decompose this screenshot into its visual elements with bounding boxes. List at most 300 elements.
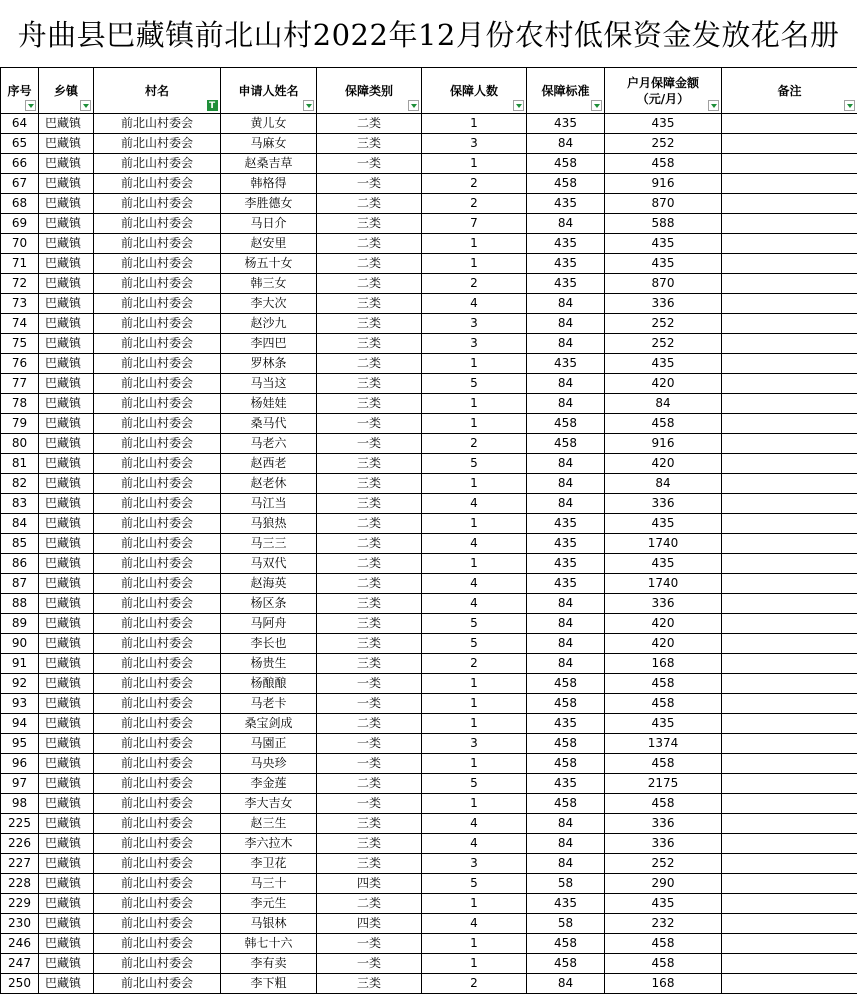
cell-village[interactable]: 前北山村委会 bbox=[94, 614, 221, 634]
cell-category[interactable]: 一类 bbox=[317, 954, 422, 974]
cell-category[interactable]: 二类 bbox=[317, 534, 422, 554]
cell-village[interactable]: 前北山村委会 bbox=[94, 974, 221, 994]
cell-applicant[interactable]: 杨娃娃 bbox=[221, 394, 317, 414]
cell-amount[interactable]: 458 bbox=[605, 154, 722, 174]
cell-applicant[interactable]: 桑宝剑成 bbox=[221, 714, 317, 734]
cell-village[interactable]: 前北山村委会 bbox=[94, 134, 221, 154]
cell-town[interactable]: 巴藏镇 bbox=[39, 754, 94, 774]
cell-seq[interactable]: 247 bbox=[1, 954, 39, 974]
cell-amount[interactable]: 458 bbox=[605, 754, 722, 774]
cell-persons[interactable]: 1 bbox=[422, 514, 527, 534]
cell-seq[interactable]: 84 bbox=[1, 514, 39, 534]
cell-standard[interactable]: 435 bbox=[527, 894, 605, 914]
cell-category[interactable]: 一类 bbox=[317, 154, 422, 174]
cell-town[interactable]: 巴藏镇 bbox=[39, 774, 94, 794]
cell-seq[interactable]: 80 bbox=[1, 434, 39, 454]
cell-category[interactable]: 二类 bbox=[317, 774, 422, 794]
cell-category[interactable]: 三类 bbox=[317, 394, 422, 414]
cell-amount[interactable]: 420 bbox=[605, 634, 722, 654]
cell-remark[interactable] bbox=[722, 254, 857, 274]
cell-standard[interactable]: 84 bbox=[527, 614, 605, 634]
cell-amount[interactable]: 435 bbox=[605, 354, 722, 374]
cell-category[interactable]: 三类 bbox=[317, 814, 422, 834]
cell-remark[interactable] bbox=[722, 574, 857, 594]
cell-amount[interactable]: 336 bbox=[605, 814, 722, 834]
cell-town[interactable]: 巴藏镇 bbox=[39, 494, 94, 514]
cell-amount[interactable]: 336 bbox=[605, 594, 722, 614]
cell-seq[interactable]: 79 bbox=[1, 414, 39, 434]
cell-town[interactable]: 巴藏镇 bbox=[39, 254, 94, 274]
cell-applicant[interactable]: 马日介 bbox=[221, 214, 317, 234]
cell-village[interactable]: 前北山村委会 bbox=[94, 214, 221, 234]
filter-dropdown-icon[interactable] bbox=[80, 100, 91, 111]
cell-persons[interactable]: 5 bbox=[422, 374, 527, 394]
cell-persons[interactable]: 4 bbox=[422, 574, 527, 594]
cell-seq[interactable]: 95 bbox=[1, 734, 39, 754]
filter-dropdown-icon[interactable] bbox=[708, 100, 719, 111]
cell-village[interactable]: 前北山村委会 bbox=[94, 514, 221, 534]
cell-remark[interactable] bbox=[722, 134, 857, 154]
cell-category[interactable]: 三类 bbox=[317, 214, 422, 234]
cell-persons[interactable]: 3 bbox=[422, 314, 527, 334]
cell-standard[interactable]: 84 bbox=[527, 854, 605, 874]
filter-active-icon[interactable] bbox=[207, 100, 218, 111]
filter-dropdown-icon[interactable] bbox=[844, 100, 855, 111]
cell-town[interactable]: 巴藏镇 bbox=[39, 414, 94, 434]
cell-standard[interactable]: 435 bbox=[527, 554, 605, 574]
cell-persons[interactable]: 1 bbox=[422, 114, 527, 134]
cell-standard[interactable]: 84 bbox=[527, 974, 605, 994]
cell-remark[interactable] bbox=[722, 874, 857, 894]
cell-standard[interactable]: 435 bbox=[527, 114, 605, 134]
cell-persons[interactable]: 3 bbox=[422, 734, 527, 754]
cell-village[interactable]: 前北山村委会 bbox=[94, 954, 221, 974]
cell-remark[interactable] bbox=[722, 514, 857, 534]
cell-category[interactable]: 三类 bbox=[317, 294, 422, 314]
cell-village[interactable]: 前北山村委会 bbox=[94, 834, 221, 854]
cell-town[interactable]: 巴藏镇 bbox=[39, 134, 94, 154]
cell-seq[interactable]: 83 bbox=[1, 494, 39, 514]
cell-town[interactable]: 巴藏镇 bbox=[39, 154, 94, 174]
cell-persons[interactable]: 5 bbox=[422, 634, 527, 654]
cell-seq[interactable]: 91 bbox=[1, 654, 39, 674]
cell-amount[interactable]: 336 bbox=[605, 494, 722, 514]
cell-amount[interactable]: 435 bbox=[605, 114, 722, 134]
cell-applicant[interactable]: 韩格得 bbox=[221, 174, 317, 194]
cell-persons[interactable]: 4 bbox=[422, 294, 527, 314]
cell-town[interactable]: 巴藏镇 bbox=[39, 794, 94, 814]
cell-town[interactable]: 巴藏镇 bbox=[39, 334, 94, 354]
cell-category[interactable]: 三类 bbox=[317, 654, 422, 674]
cell-amount[interactable]: 1740 bbox=[605, 534, 722, 554]
cell-applicant[interactable]: 马江当 bbox=[221, 494, 317, 514]
cell-persons[interactable]: 1 bbox=[422, 354, 527, 374]
cell-amount[interactable]: 84 bbox=[605, 394, 722, 414]
cell-applicant[interactable]: 李金莲 bbox=[221, 774, 317, 794]
cell-town[interactable]: 巴藏镇 bbox=[39, 574, 94, 594]
cell-village[interactable]: 前北山村委会 bbox=[94, 414, 221, 434]
cell-town[interactable]: 巴藏镇 bbox=[39, 294, 94, 314]
cell-applicant[interactable]: 李胜德女 bbox=[221, 194, 317, 214]
cell-applicant[interactable]: 李元生 bbox=[221, 894, 317, 914]
cell-village[interactable]: 前北山村委会 bbox=[94, 674, 221, 694]
cell-seq[interactable]: 85 bbox=[1, 534, 39, 554]
cell-amount[interactable]: 916 bbox=[605, 174, 722, 194]
cell-town[interactable]: 巴藏镇 bbox=[39, 434, 94, 454]
cell-village[interactable]: 前北山村委会 bbox=[94, 694, 221, 714]
cell-standard[interactable]: 84 bbox=[527, 294, 605, 314]
cell-applicant[interactable]: 李有卖 bbox=[221, 954, 317, 974]
cell-applicant[interactable]: 李大次 bbox=[221, 294, 317, 314]
cell-town[interactable]: 巴藏镇 bbox=[39, 694, 94, 714]
cell-amount[interactable]: 168 bbox=[605, 654, 722, 674]
cell-seq[interactable]: 225 bbox=[1, 814, 39, 834]
filter-dropdown-icon[interactable] bbox=[408, 100, 419, 111]
cell-remark[interactable] bbox=[722, 974, 857, 994]
cell-applicant[interactable]: 马三十 bbox=[221, 874, 317, 894]
cell-seq[interactable]: 86 bbox=[1, 554, 39, 574]
cell-persons[interactable]: 2 bbox=[422, 274, 527, 294]
cell-persons[interactable]: 4 bbox=[422, 594, 527, 614]
cell-town[interactable]: 巴藏镇 bbox=[39, 374, 94, 394]
cell-seq[interactable]: 226 bbox=[1, 834, 39, 854]
cell-village[interactable]: 前北山村委会 bbox=[94, 274, 221, 294]
cell-applicant[interactable]: 李四巴 bbox=[221, 334, 317, 354]
cell-seq[interactable]: 74 bbox=[1, 314, 39, 334]
cell-amount[interactable]: 435 bbox=[605, 714, 722, 734]
cell-standard[interactable]: 435 bbox=[527, 774, 605, 794]
cell-amount[interactable]: 232 bbox=[605, 914, 722, 934]
cell-town[interactable]: 巴藏镇 bbox=[39, 514, 94, 534]
cell-amount[interactable]: 870 bbox=[605, 194, 722, 214]
cell-amount[interactable]: 435 bbox=[605, 894, 722, 914]
cell-remark[interactable] bbox=[722, 694, 857, 714]
cell-standard[interactable]: 435 bbox=[527, 254, 605, 274]
cell-amount[interactable]: 435 bbox=[605, 514, 722, 534]
cell-persons[interactable]: 1 bbox=[422, 394, 527, 414]
cell-remark[interactable] bbox=[722, 294, 857, 314]
cell-village[interactable]: 前北山村委会 bbox=[94, 534, 221, 554]
cell-category[interactable]: 一类 bbox=[317, 414, 422, 434]
cell-standard[interactable]: 84 bbox=[527, 834, 605, 854]
cell-applicant[interactable]: 赵西老 bbox=[221, 454, 317, 474]
cell-seq[interactable]: 228 bbox=[1, 874, 39, 894]
cell-standard[interactable]: 435 bbox=[527, 534, 605, 554]
cell-village[interactable]: 前北山村委会 bbox=[94, 454, 221, 474]
cell-standard[interactable]: 435 bbox=[527, 194, 605, 214]
cell-standard[interactable]: 84 bbox=[527, 314, 605, 334]
cell-remark[interactable] bbox=[722, 774, 857, 794]
cell-applicant[interactable]: 李大吉女 bbox=[221, 794, 317, 814]
cell-applicant[interactable]: 李下粗 bbox=[221, 974, 317, 994]
cell-persons[interactable]: 1 bbox=[422, 414, 527, 434]
cell-persons[interactable]: 5 bbox=[422, 774, 527, 794]
cell-town[interactable]: 巴藏镇 bbox=[39, 214, 94, 234]
cell-seq[interactable]: 246 bbox=[1, 934, 39, 954]
cell-applicant[interactable]: 赵老休 bbox=[221, 474, 317, 494]
cell-standard[interactable]: 435 bbox=[527, 234, 605, 254]
cell-seq[interactable]: 89 bbox=[1, 614, 39, 634]
cell-town[interactable]: 巴藏镇 bbox=[39, 174, 94, 194]
cell-village[interactable]: 前北山村委会 bbox=[94, 874, 221, 894]
cell-seq[interactable]: 87 bbox=[1, 574, 39, 594]
cell-persons[interactable]: 1 bbox=[422, 714, 527, 734]
cell-persons[interactable]: 2 bbox=[422, 434, 527, 454]
cell-seq[interactable]: 93 bbox=[1, 694, 39, 714]
cell-applicant[interactable]: 马麻女 bbox=[221, 134, 317, 154]
cell-applicant[interactable]: 杨区条 bbox=[221, 594, 317, 614]
cell-standard[interactable]: 458 bbox=[527, 934, 605, 954]
cell-applicant[interactable]: 赵三生 bbox=[221, 814, 317, 834]
cell-category[interactable]: 三类 bbox=[317, 634, 422, 654]
cell-persons[interactable]: 1 bbox=[422, 154, 527, 174]
cell-applicant[interactable]: 韩三女 bbox=[221, 274, 317, 294]
cell-remark[interactable] bbox=[722, 534, 857, 554]
cell-remark[interactable] bbox=[722, 674, 857, 694]
cell-persons[interactable]: 1 bbox=[422, 474, 527, 494]
cell-village[interactable]: 前北山村委会 bbox=[94, 814, 221, 834]
cell-village[interactable]: 前北山村委会 bbox=[94, 334, 221, 354]
cell-remark[interactable] bbox=[722, 714, 857, 734]
cell-standard[interactable]: 84 bbox=[527, 494, 605, 514]
cell-standard[interactable]: 435 bbox=[527, 514, 605, 534]
cell-remark[interactable] bbox=[722, 394, 857, 414]
cell-standard[interactable]: 84 bbox=[527, 214, 605, 234]
cell-applicant[interactable]: 赵沙九 bbox=[221, 314, 317, 334]
cell-standard[interactable]: 84 bbox=[527, 634, 605, 654]
cell-remark[interactable] bbox=[722, 734, 857, 754]
cell-town[interactable]: 巴藏镇 bbox=[39, 634, 94, 654]
cell-category[interactable]: 三类 bbox=[317, 134, 422, 154]
cell-amount[interactable]: 458 bbox=[605, 694, 722, 714]
cell-category[interactable]: 二类 bbox=[317, 554, 422, 574]
cell-standard[interactable]: 458 bbox=[527, 794, 605, 814]
cell-amount[interactable]: 435 bbox=[605, 554, 722, 574]
cell-seq[interactable]: 66 bbox=[1, 154, 39, 174]
cell-persons[interactable]: 3 bbox=[422, 334, 527, 354]
cell-standard[interactable]: 84 bbox=[527, 374, 605, 394]
cell-amount[interactable]: 336 bbox=[605, 834, 722, 854]
cell-amount[interactable]: 458 bbox=[605, 954, 722, 974]
cell-category[interactable]: 一类 bbox=[317, 934, 422, 954]
cell-remark[interactable] bbox=[722, 354, 857, 374]
cell-village[interactable]: 前北山村委会 bbox=[94, 494, 221, 514]
cell-standard[interactable]: 84 bbox=[527, 594, 605, 614]
cell-village[interactable]: 前北山村委会 bbox=[94, 794, 221, 814]
cell-remark[interactable] bbox=[722, 934, 857, 954]
cell-category[interactable]: 二类 bbox=[317, 714, 422, 734]
cell-amount[interactable]: 336 bbox=[605, 294, 722, 314]
cell-amount[interactable]: 916 bbox=[605, 434, 722, 454]
cell-town[interactable]: 巴藏镇 bbox=[39, 954, 94, 974]
cell-village[interactable]: 前北山村委会 bbox=[94, 114, 221, 134]
cell-town[interactable]: 巴藏镇 bbox=[39, 114, 94, 134]
cell-amount[interactable]: 420 bbox=[605, 614, 722, 634]
cell-remark[interactable] bbox=[722, 194, 857, 214]
cell-persons[interactable]: 1 bbox=[422, 894, 527, 914]
filter-dropdown-icon[interactable] bbox=[591, 100, 602, 111]
cell-amount[interactable]: 1374 bbox=[605, 734, 722, 754]
cell-persons[interactable]: 7 bbox=[422, 214, 527, 234]
cell-seq[interactable]: 75 bbox=[1, 334, 39, 354]
cell-persons[interactable]: 5 bbox=[422, 874, 527, 894]
cell-standard[interactable]: 458 bbox=[527, 734, 605, 754]
filter-dropdown-icon[interactable] bbox=[513, 100, 524, 111]
cell-persons[interactable]: 1 bbox=[422, 754, 527, 774]
cell-remark[interactable] bbox=[722, 794, 857, 814]
cell-standard[interactable]: 84 bbox=[527, 454, 605, 474]
cell-persons[interactable]: 1 bbox=[422, 934, 527, 954]
cell-seq[interactable]: 67 bbox=[1, 174, 39, 194]
cell-standard[interactable]: 458 bbox=[527, 754, 605, 774]
cell-standard[interactable]: 458 bbox=[527, 434, 605, 454]
cell-town[interactable]: 巴藏镇 bbox=[39, 534, 94, 554]
cell-remark[interactable] bbox=[722, 654, 857, 674]
cell-town[interactable]: 巴藏镇 bbox=[39, 974, 94, 994]
cell-village[interactable]: 前北山村委会 bbox=[94, 194, 221, 214]
cell-town[interactable]: 巴藏镇 bbox=[39, 474, 94, 494]
cell-seq[interactable]: 71 bbox=[1, 254, 39, 274]
cell-standard[interactable]: 435 bbox=[527, 574, 605, 594]
cell-applicant[interactable]: 马園正 bbox=[221, 734, 317, 754]
cell-village[interactable]: 前北山村委会 bbox=[94, 174, 221, 194]
cell-standard[interactable]: 84 bbox=[527, 134, 605, 154]
cell-amount[interactable]: 458 bbox=[605, 414, 722, 434]
cell-applicant[interactable]: 桑马代 bbox=[221, 414, 317, 434]
cell-persons[interactable]: 1 bbox=[422, 794, 527, 814]
cell-applicant[interactable]: 赵桑吉草 bbox=[221, 154, 317, 174]
cell-applicant[interactable]: 马阿舟 bbox=[221, 614, 317, 634]
cell-standard[interactable]: 435 bbox=[527, 714, 605, 734]
cell-remark[interactable] bbox=[722, 174, 857, 194]
cell-amount[interactable]: 420 bbox=[605, 454, 722, 474]
cell-village[interactable]: 前北山村委会 bbox=[94, 754, 221, 774]
cell-applicant[interactable]: 马当这 bbox=[221, 374, 317, 394]
cell-seq[interactable]: 227 bbox=[1, 854, 39, 874]
cell-category[interactable]: 二类 bbox=[317, 234, 422, 254]
cell-village[interactable]: 前北山村委会 bbox=[94, 734, 221, 754]
cell-town[interactable]: 巴藏镇 bbox=[39, 674, 94, 694]
cell-remark[interactable] bbox=[722, 234, 857, 254]
cell-remark[interactable] bbox=[722, 494, 857, 514]
cell-remark[interactable] bbox=[722, 434, 857, 454]
cell-persons[interactable]: 1 bbox=[422, 554, 527, 574]
cell-standard[interactable]: 458 bbox=[527, 174, 605, 194]
cell-village[interactable]: 前北山村委会 bbox=[94, 774, 221, 794]
cell-town[interactable]: 巴藏镇 bbox=[39, 654, 94, 674]
cell-applicant[interactable]: 马双代 bbox=[221, 554, 317, 574]
cell-seq[interactable]: 82 bbox=[1, 474, 39, 494]
cell-seq[interactable]: 88 bbox=[1, 594, 39, 614]
cell-village[interactable]: 前北山村委会 bbox=[94, 934, 221, 954]
cell-seq[interactable]: 65 bbox=[1, 134, 39, 154]
cell-seq[interactable]: 73 bbox=[1, 294, 39, 314]
cell-remark[interactable] bbox=[722, 374, 857, 394]
cell-category[interactable]: 三类 bbox=[317, 854, 422, 874]
cell-town[interactable]: 巴藏镇 bbox=[39, 834, 94, 854]
cell-applicant[interactable]: 杨五十女 bbox=[221, 254, 317, 274]
cell-amount[interactable]: 84 bbox=[605, 474, 722, 494]
cell-standard[interactable]: 84 bbox=[527, 654, 605, 674]
cell-seq[interactable]: 70 bbox=[1, 234, 39, 254]
cell-seq[interactable]: 76 bbox=[1, 354, 39, 374]
cell-remark[interactable] bbox=[722, 594, 857, 614]
cell-town[interactable]: 巴藏镇 bbox=[39, 274, 94, 294]
cell-persons[interactable]: 4 bbox=[422, 914, 527, 934]
cell-standard[interactable]: 84 bbox=[527, 394, 605, 414]
cell-remark[interactable] bbox=[722, 314, 857, 334]
cell-seq[interactable]: 68 bbox=[1, 194, 39, 214]
cell-category[interactable]: 二类 bbox=[317, 574, 422, 594]
cell-village[interactable]: 前北山村委会 bbox=[94, 554, 221, 574]
cell-town[interactable]: 巴藏镇 bbox=[39, 734, 94, 754]
cell-amount[interactable]: 458 bbox=[605, 934, 722, 954]
cell-applicant[interactable]: 杨贵生 bbox=[221, 654, 317, 674]
cell-standard[interactable]: 458 bbox=[527, 414, 605, 434]
cell-village[interactable]: 前北山村委会 bbox=[94, 894, 221, 914]
cell-persons[interactable]: 2 bbox=[422, 194, 527, 214]
cell-village[interactable]: 前北山村委会 bbox=[94, 394, 221, 414]
cell-category[interactable]: 三类 bbox=[317, 494, 422, 514]
cell-town[interactable]: 巴藏镇 bbox=[39, 454, 94, 474]
cell-amount[interactable]: 2175 bbox=[605, 774, 722, 794]
cell-category[interactable]: 一类 bbox=[317, 734, 422, 754]
cell-amount[interactable]: 252 bbox=[605, 854, 722, 874]
cell-amount[interactable]: 252 bbox=[605, 314, 722, 334]
cell-standard[interactable]: 458 bbox=[527, 674, 605, 694]
cell-amount[interactable]: 168 bbox=[605, 974, 722, 994]
cell-persons[interactable]: 4 bbox=[422, 814, 527, 834]
cell-amount[interactable]: 252 bbox=[605, 334, 722, 354]
cell-applicant[interactable]: 赵海英 bbox=[221, 574, 317, 594]
cell-category[interactable]: 三类 bbox=[317, 834, 422, 854]
cell-category[interactable]: 一类 bbox=[317, 434, 422, 454]
cell-category[interactable]: 二类 bbox=[317, 114, 422, 134]
cell-town[interactable]: 巴藏镇 bbox=[39, 194, 94, 214]
cell-category[interactable]: 一类 bbox=[317, 694, 422, 714]
cell-category[interactable]: 三类 bbox=[317, 314, 422, 334]
cell-category[interactable]: 二类 bbox=[317, 514, 422, 534]
cell-standard[interactable]: 84 bbox=[527, 474, 605, 494]
cell-applicant[interactable]: 马老卡 bbox=[221, 694, 317, 714]
cell-persons[interactable]: 5 bbox=[422, 614, 527, 634]
cell-town[interactable]: 巴藏镇 bbox=[39, 594, 94, 614]
cell-remark[interactable] bbox=[722, 614, 857, 634]
cell-town[interactable]: 巴藏镇 bbox=[39, 394, 94, 414]
filter-dropdown-icon[interactable] bbox=[303, 100, 314, 111]
cell-persons[interactable]: 2 bbox=[422, 974, 527, 994]
cell-applicant[interactable]: 杨酿酿 bbox=[221, 674, 317, 694]
cell-remark[interactable] bbox=[722, 754, 857, 774]
cell-category[interactable]: 二类 bbox=[317, 354, 422, 374]
cell-seq[interactable]: 72 bbox=[1, 274, 39, 294]
cell-town[interactable]: 巴藏镇 bbox=[39, 314, 94, 334]
cell-town[interactable]: 巴藏镇 bbox=[39, 714, 94, 734]
cell-persons[interactable]: 3 bbox=[422, 854, 527, 874]
cell-village[interactable]: 前北山村委会 bbox=[94, 434, 221, 454]
cell-seq[interactable]: 96 bbox=[1, 754, 39, 774]
cell-persons[interactable]: 1 bbox=[422, 674, 527, 694]
cell-amount[interactable]: 458 bbox=[605, 674, 722, 694]
cell-seq[interactable]: 230 bbox=[1, 914, 39, 934]
cell-applicant[interactable]: 李长也 bbox=[221, 634, 317, 654]
cell-town[interactable]: 巴藏镇 bbox=[39, 614, 94, 634]
cell-town[interactable]: 巴藏镇 bbox=[39, 874, 94, 894]
cell-category[interactable]: 三类 bbox=[317, 974, 422, 994]
cell-category[interactable]: 四类 bbox=[317, 874, 422, 894]
cell-amount[interactable]: 435 bbox=[605, 234, 722, 254]
cell-standard[interactable]: 458 bbox=[527, 694, 605, 714]
